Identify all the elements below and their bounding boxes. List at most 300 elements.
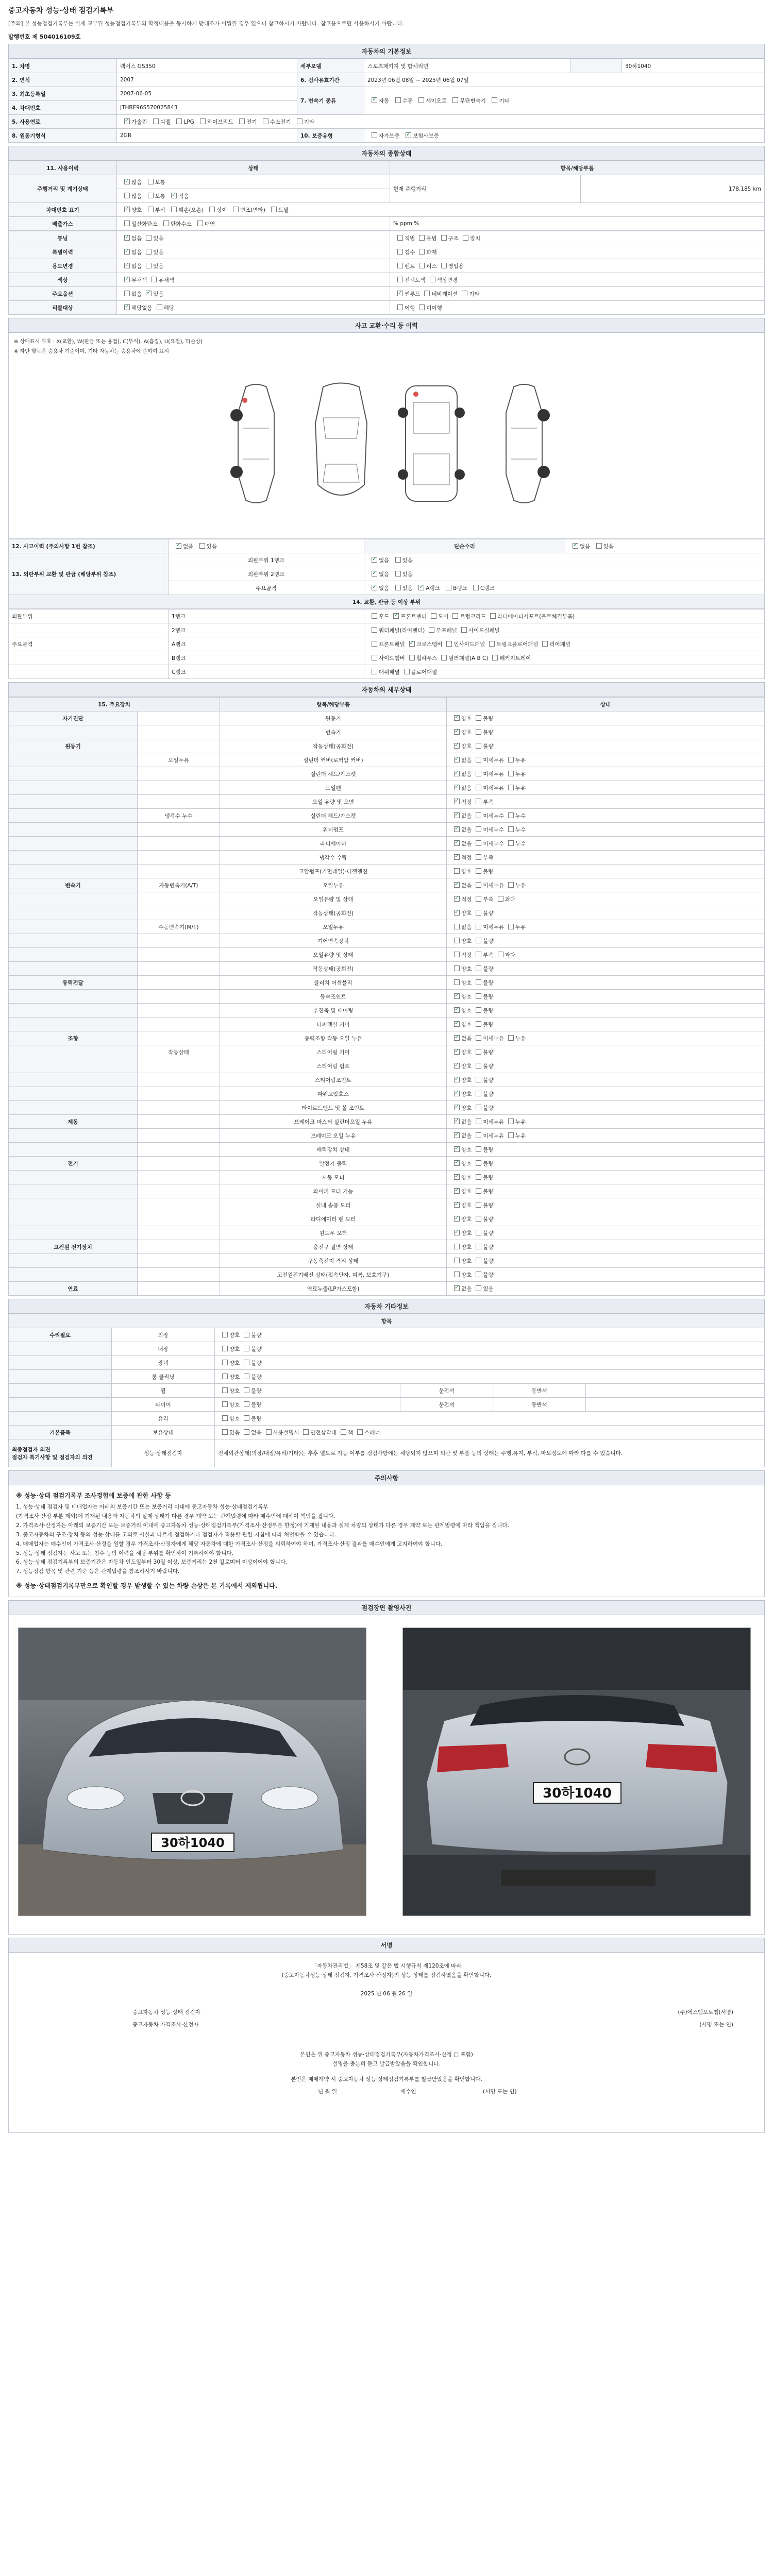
checkbox-icon [297, 118, 303, 124]
option-item: 미세누수 [472, 827, 504, 833]
option-hybrid: 하이브리드 [196, 119, 233, 125]
checkbox-icon [476, 854, 481, 860]
state-options [447, 851, 765, 865]
checkbox-icon [446, 641, 452, 647]
table-row [9, 1426, 765, 1439]
photos-area [8, 1615, 765, 1935]
device-subgroup [138, 1059, 220, 1073]
state-options [447, 878, 765, 892]
option-item: 미세누수 [472, 841, 504, 847]
other-item: 외장 [112, 1328, 215, 1342]
device-name [9, 1143, 138, 1157]
checkbox-icon [424, 291, 430, 296]
checkbox-icon [476, 1063, 481, 1069]
device-name [9, 920, 138, 934]
checkbox-icon [476, 965, 481, 971]
device-subgroup [138, 1115, 220, 1129]
state-options [447, 1212, 765, 1226]
device-subgroup [138, 1101, 220, 1115]
panel-label: 13. 외판부위 교환 및 판금 (해당부위 참조) [9, 553, 169, 595]
checkbox-icon [508, 1035, 514, 1041]
inspector-name: (주)에스엠오토엠(서명) [678, 2009, 733, 2015]
checkbox-icon [372, 585, 377, 590]
note-line: 2. 가격조사·산정자는 아래의 보증기간 또는 보증거리 이내에 중고자동차 성능·상태점검기록부(가격조사·산정부분 한정)에 기재된 내용과 실제 차량의 상태가 다른 경우 계약 또는 관계법령에 따라 책임을 집니다. [16, 1522, 509, 1529]
option-auto: ✓ 자동 [367, 98, 389, 104]
option-semi-auto: 세미오토 [414, 98, 447, 104]
option-item: ✓ 양호 [450, 1202, 472, 1209]
checkbox-icon [476, 1285, 481, 1291]
table-row [9, 1115, 765, 1129]
option-item: 화재 [415, 249, 436, 256]
checkbox-icon [372, 655, 377, 660]
sub-model-value: 스포츠패키지 및 합체리면 [364, 59, 570, 73]
option-item: 색상변경 [426, 277, 458, 283]
checkbox-icon [454, 1202, 460, 1208]
device-item: 실내 송풍 모터 [220, 1198, 447, 1212]
checkbox-icon [476, 1202, 481, 1208]
field-label: 2. 연식 [9, 73, 117, 87]
checkbox-icon [372, 627, 377, 633]
checkbox-icon [397, 277, 403, 282]
device-item: 타이로드엔드 및 볼 조인트 [220, 1101, 447, 1115]
option-item: ✓ 적정 [450, 855, 472, 861]
car-front-top-icon [308, 382, 375, 505]
note-line: 7. 성능점검 항목 및 관련 기준 등은 관계법령을 참조하시기 바랍니다. [16, 1568, 180, 1575]
state-options [447, 837, 765, 851]
table-row [9, 823, 765, 837]
device-name [9, 962, 138, 976]
checkbox-icon [476, 1244, 481, 1249]
column-header: 항목/해당부품 [390, 161, 765, 175]
option-item: ✓ 없음 [450, 883, 472, 889]
option-other: 기타 [293, 119, 314, 125]
receipt-line-3: 본인은 매매계약 시 중고자동차 성능·상태점검기록부를 발급받았음을 확인합니다. [291, 2076, 482, 2082]
device-name [9, 892, 138, 906]
checkbox-icon [341, 1429, 346, 1435]
option-item: ✓ 양호 [450, 1105, 472, 1111]
option-item: ✓ 없음 [120, 249, 142, 256]
option-item: 불량 [472, 938, 493, 944]
option-item: 플로어패널 [400, 669, 438, 675]
checkbox-icon [397, 263, 403, 268]
option-item: 불량 [472, 994, 493, 1000]
device-name [9, 795, 138, 809]
checkbox-icon [441, 235, 447, 241]
checkbox-icon [498, 896, 503, 902]
checkbox-icon [454, 924, 460, 929]
checkbox-icon [454, 882, 460, 888]
price-assessor-name: (서명 또는 인) [699, 2021, 733, 2028]
state-options [117, 231, 390, 245]
device-item: 라디에이터 [220, 837, 447, 851]
column-header: 11. 사용이력 [9, 161, 117, 175]
option-item: 렌트 [393, 263, 415, 269]
rank-name: 외판부위 1랭크 [169, 553, 364, 567]
sign-date: 2025 년 06 월 26 일 [360, 1990, 413, 1997]
option-item: 양호 [450, 869, 472, 875]
option-item: 사이드멤버 [367, 655, 405, 662]
device-subgroup [138, 851, 220, 865]
option-item: 미세누유 [472, 771, 504, 777]
option-item: 누수 [504, 813, 526, 819]
device-item: 구동축전지 격리 상태 [220, 1254, 447, 1268]
state-options [364, 637, 765, 651]
checkbox-icon [153, 118, 159, 124]
checkbox-icon [148, 207, 154, 212]
checkbox-icon [476, 1105, 481, 1110]
other-category [9, 1342, 112, 1356]
table-row [9, 287, 765, 301]
device-subgroup [138, 1198, 220, 1212]
checkbox-icon [418, 97, 424, 103]
device-item: 실린더 헤드/가스켓 [220, 809, 447, 823]
checkbox-icon [476, 785, 481, 790]
checkbox-icon [476, 826, 481, 832]
state-options [117, 245, 390, 259]
other-item: 광택 [112, 1356, 215, 1370]
device-item: 워터펌프 [220, 823, 447, 837]
device-item: 라디에이터 팬 모터 [220, 1212, 447, 1226]
device-name [9, 851, 138, 865]
option-item: ✓ 적정 [450, 799, 472, 805]
table-row [9, 934, 765, 948]
device-name [9, 1198, 138, 1212]
device-name: 자기진단 [9, 711, 138, 725]
checkbox-icon [454, 812, 460, 818]
state-options [447, 934, 765, 948]
checkbox-icon [395, 585, 401, 590]
side-label: 운전석 [400, 1384, 493, 1398]
other-category [9, 1398, 112, 1412]
device-item: 변속기 [220, 725, 447, 739]
checkbox-icon [454, 910, 460, 916]
checkbox-icon [222, 1360, 228, 1365]
checkbox-icon [151, 277, 157, 282]
checkbox-icon [372, 613, 377, 619]
device-name [9, 823, 138, 837]
table-row [9, 1087, 765, 1101]
blank-date: 년 월 일 [318, 2088, 338, 2095]
checkbox-icon [462, 291, 467, 296]
section-detailed-state: 자동차의 세부상태 [8, 682, 765, 697]
device-item: 실린더 헤드/가스켓 [220, 767, 447, 781]
checkbox-icon [124, 193, 130, 198]
other-info-table [8, 1314, 765, 1467]
state-options [447, 1087, 765, 1101]
option-item: 휠하우스 [405, 655, 438, 662]
checkbox-icon [397, 291, 403, 296]
car-front-image [19, 1628, 366, 1916]
device-name [9, 725, 138, 739]
checkbox-icon [508, 812, 514, 818]
option-item: 탄화수소 [159, 221, 192, 227]
option-item: 불량 [240, 1360, 261, 1366]
checkbox-icon [454, 826, 460, 832]
note-line: 3. 중고자동차의 구조·장치 등의 성능·상태를 고의로 사실과 다르게 점검하거나 점검자가 적용할 관련 지침에 따라 처벌받을 수 있습니다. [16, 1531, 337, 1538]
device-name [9, 934, 138, 948]
option-item: 대쉬패널 [367, 669, 400, 675]
checkbox-icon [476, 882, 481, 888]
device-subgroup: 수동변속기(M/T) [138, 920, 220, 934]
checkbox-icon [476, 1272, 481, 1277]
option-item: ✓ 없음 [568, 544, 590, 550]
checkbox-icon [476, 1174, 481, 1180]
option-item: 양호 [450, 1258, 472, 1264]
device-subgroup [138, 865, 220, 878]
checkbox-icon [244, 1415, 249, 1421]
state-options [364, 665, 765, 679]
basic-info-table [8, 59, 765, 143]
option-item: ✓ A랭크 [414, 585, 440, 591]
inspector-label: 중고자동차 성능·상태 점검자 [132, 2009, 200, 2015]
table-row [9, 1212, 765, 1226]
option-diesel: 디젤 [149, 119, 171, 125]
part-group [9, 651, 169, 665]
opinion-key: 성능·상태점검자 [112, 1439, 215, 1467]
option-item: 부족 [472, 896, 493, 903]
device-item: 파워고압호스 [220, 1087, 447, 1101]
state-options [215, 1356, 765, 1370]
device-subgroup [138, 934, 220, 948]
part-rank: B랭크 [169, 651, 364, 665]
field-label: 세부모델 [297, 59, 364, 73]
checkbox-icon [148, 193, 154, 198]
checkbox-icon [476, 1216, 481, 1222]
signature-box [8, 1953, 765, 2133]
checkbox-icon [492, 97, 497, 103]
device-name: 조향 [9, 1031, 138, 1045]
checkbox-icon [454, 1146, 460, 1152]
other-item: 보유상태 [112, 1426, 215, 1439]
option-item: 불량 [472, 1049, 493, 1056]
option-item: 적정 [450, 952, 472, 958]
option-item: ✓ 없음 [450, 1133, 472, 1139]
option-item: 양호 [218, 1346, 240, 1352]
state-options [447, 781, 765, 795]
device-item: 스티어링조인트 [220, 1073, 447, 1087]
table-row [9, 637, 765, 651]
checkbox-icon [406, 132, 411, 138]
option-item: ✓ 적음 [167, 193, 189, 199]
device-item: 배력장치 상태 [220, 1143, 447, 1157]
side-label: 동반석 [493, 1384, 586, 1398]
option-item: ✓ 양호 [450, 1189, 472, 1195]
option-item: 있음 [142, 235, 163, 242]
state-options [215, 1328, 765, 1342]
table-row [9, 231, 765, 245]
column-header: 항목/해당부품 [220, 698, 447, 711]
option-item: 양호 [218, 1332, 240, 1338]
state-options [447, 1143, 765, 1157]
field-label: 1. 차명 [9, 59, 117, 73]
checkbox-icon [454, 1258, 460, 1263]
state-options [215, 1426, 765, 1439]
table-row [9, 273, 765, 287]
other-category [9, 1370, 112, 1384]
option-item: 누유 [504, 924, 526, 930]
checkbox-icon [508, 882, 514, 888]
option-item: ✓ 없음 [367, 557, 389, 564]
table-row [9, 920, 765, 934]
state-options [447, 1226, 765, 1240]
option-item: B랭크 [442, 585, 467, 591]
receipt-line-2: 설명을 충분히 듣고 발급받았음을 확인합니다. [332, 2060, 441, 2067]
state-options [447, 1004, 765, 1018]
checkbox-icon [124, 118, 130, 124]
checkbox-icon [430, 277, 435, 282]
state-options [447, 892, 765, 906]
document-number-value: 504016109호 [39, 33, 81, 40]
option-item: 도말 [267, 207, 289, 213]
option-item: 불량 [472, 1161, 493, 1167]
option-item: 불량 [472, 1022, 493, 1028]
option-item: 불량 [240, 1346, 261, 1352]
table-row [9, 651, 765, 665]
part-group: 주요골격 [9, 637, 169, 651]
notice-text: [주의] 본 성능점검기록부는 실제 교부된 성능점검기록부의 확정내용을 동시하게 맞대조가 이뤄질 경우 있으니 참고하시기 바랍니다. 참고용으로만 사용하시기 바랍니다. [8, 21, 405, 27]
state-options [117, 273, 390, 287]
checkbox-icon [404, 669, 410, 674]
device-subgroup [138, 781, 220, 795]
table-row [9, 301, 765, 315]
checkbox-icon [476, 757, 481, 762]
checkbox-icon [476, 979, 481, 985]
option-item: ✓많음 [120, 179, 142, 185]
option-item: ✓ 양호 [450, 1216, 472, 1223]
option-cvt: 무단변속기 [448, 98, 486, 104]
device-subgroup [138, 823, 220, 837]
state-options [447, 1282, 765, 1296]
checkbox-icon [476, 1146, 481, 1152]
checkbox-icon [454, 1174, 460, 1180]
option-item: 미세누유 [472, 1133, 504, 1139]
device-subgroup: 자동변속기(A/T) [138, 878, 220, 892]
document-title: 중고자동차 성능·상태 점검기록부 [8, 7, 114, 15]
field-label: 5. 사용연료 [9, 115, 117, 129]
checkbox-icon [171, 207, 177, 212]
state-options [447, 1031, 765, 1045]
device-item: 스티어링 기어 [220, 1045, 447, 1059]
checkbox-icon [492, 655, 498, 660]
device-name [9, 1059, 138, 1073]
option-item: ✓ 없음 [450, 841, 472, 847]
state-options [117, 287, 390, 301]
option-item: 훼손(오손) [167, 207, 204, 213]
column-header: 15. 주요장치 [9, 698, 220, 711]
option-item: 누유 [504, 1133, 526, 1139]
device-subgroup [138, 976, 220, 990]
state-options [117, 217, 390, 231]
checkbox-icon [476, 1230, 481, 1235]
checkbox-icon [419, 304, 425, 310]
table-row [9, 1171, 765, 1184]
checkbox-icon [222, 1332, 228, 1337]
option-item: 누유 [504, 1036, 526, 1042]
state-options [390, 273, 765, 287]
row-label: 색상 [9, 273, 117, 287]
option-item: 미세누유 [472, 883, 504, 889]
engine-type-value: 2GR [117, 129, 297, 143]
checkbox-icon [476, 1132, 481, 1138]
option-item: 안전삼각대 [299, 1430, 337, 1436]
field-label: 8. 원동기형식 [9, 129, 117, 143]
device-subgroup [138, 1212, 220, 1226]
option-item: ✓ 없음 [367, 585, 389, 591]
device-item: 작동상태(공회전) [220, 906, 447, 920]
checkbox-icon [454, 965, 460, 971]
other-category [9, 1384, 112, 1398]
option-item: 불량 [472, 1202, 493, 1209]
checkbox-icon [124, 277, 130, 282]
part-rank: C랭크 [169, 665, 364, 679]
option-item: 잭 [337, 1430, 353, 1436]
checkbox-icon [476, 729, 481, 735]
option-item: 불량 [472, 716, 493, 722]
device-item: 윈도우 모터 [220, 1226, 447, 1240]
checkbox-icon [476, 771, 481, 776]
state-options [447, 1129, 765, 1143]
plate-text: 30하1040 [543, 1785, 612, 1801]
device-subgroup [138, 1171, 220, 1184]
part-group: 외판부위 [9, 609, 169, 623]
checkbox-icon [244, 1429, 249, 1435]
checkbox-icon [476, 1118, 481, 1124]
buyer-sign: (서명 또는 인) [483, 2088, 517, 2095]
device-item: 오일누유 [220, 920, 447, 934]
law-line-2: (중고자동차성능·상태 점검자, 가격조사·산정자)의 성능·상태를 점검하였음을 확인합니다. [281, 1972, 492, 1978]
price-assessor-label: 중고자동차 가격조사·산정자 [132, 2021, 199, 2028]
option-item: ✓ 양호 [450, 994, 472, 1000]
state-options [447, 1073, 765, 1087]
checkbox-icon [508, 757, 514, 762]
option-item: 양호 [450, 980, 472, 986]
field-label: 3. 최초등록일 [9, 87, 117, 101]
table-row [9, 892, 765, 906]
checkbox-icon [199, 543, 205, 549]
device-name [9, 1268, 138, 1282]
checkbox-icon [372, 669, 377, 674]
option-item: 있음 [142, 263, 163, 269]
checkbox-icon [409, 641, 415, 647]
option-item: 있음 [195, 544, 217, 550]
odometer-value: 178,185 km [581, 175, 765, 203]
checkbox-icon [176, 118, 182, 124]
device-subgroup [138, 990, 220, 1004]
option-item: ✓ 양호 [120, 207, 142, 213]
option-item: 라디에이터서포트(볼트체결부품) [486, 614, 575, 620]
option-item: 부족 [472, 952, 493, 958]
device-subgroup [138, 1184, 220, 1198]
option-item: ✓ 없음 [450, 1119, 472, 1125]
option-item: 패키지트레이 [488, 655, 531, 662]
device-item: 브레이크 오일 누유 [220, 1129, 447, 1143]
option-item: 사용설명서 [262, 1430, 299, 1436]
table-row [9, 1004, 765, 1018]
device-name [9, 767, 138, 781]
table-row [9, 1356, 765, 1370]
checkbox-icon [266, 1429, 272, 1435]
option-item: ✓ 프론트펜더 [389, 614, 427, 620]
checkbox-icon [454, 743, 460, 749]
other-item: 휠 [112, 1384, 215, 1398]
field-label: 4. 차대번호 [9, 101, 117, 115]
other-category: 기본품목 [9, 1426, 112, 1439]
checkbox-icon [454, 1021, 460, 1027]
option-item: 유채색 [147, 277, 174, 283]
device-subgroup [138, 725, 220, 739]
table-row [9, 809, 765, 823]
table-row [9, 753, 765, 767]
